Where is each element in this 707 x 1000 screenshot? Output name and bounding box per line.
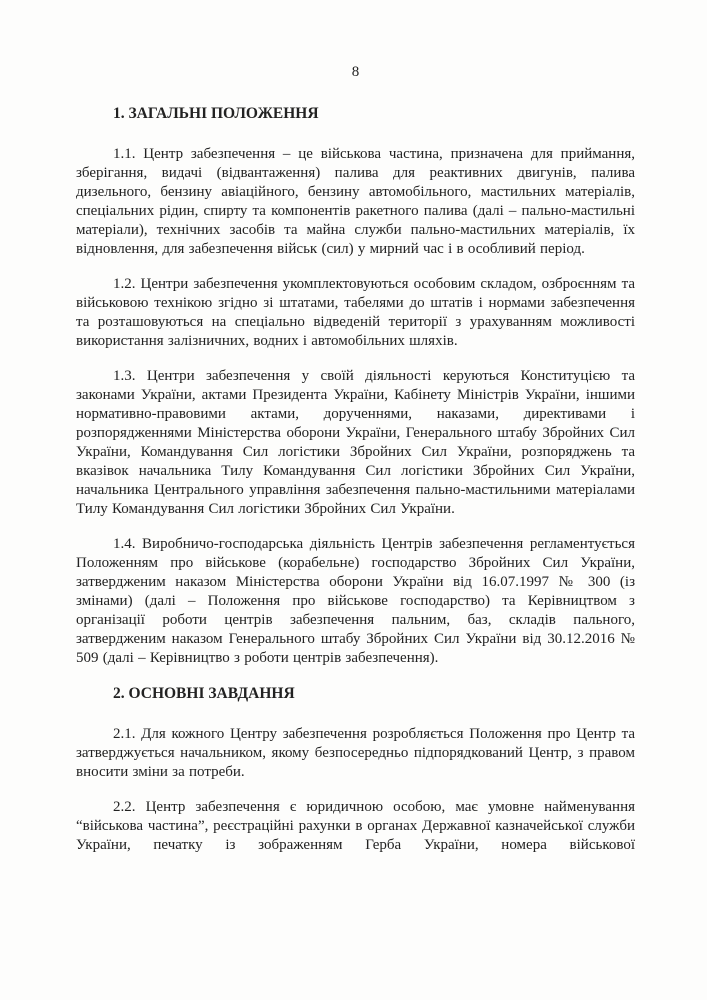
section-main-tasks — [76, 684, 635, 855]
section-heading-general-provisions: 1. ЗАГАЛЬНІ ПОЛОЖЕННЯ — [113, 105, 319, 122]
section-heading-main-tasks: 2. ОСНОВНІ ЗАВДАННЯ — [113, 685, 295, 702]
page-number: 8 — [351, 64, 360, 80]
paragraph-1-1: 1.1. Центр забезпечення – це військова частина, призначена для приймання, зберігання, видачі (відвантаження) палива для реактивних двигунів, палива дизельного, бензину авіаційного, бензину автомобільного, мастильних матеріалів, спеціальних рідин, спирту та компонентів ракетного палива (далі – пально-мастильні матеріали), технічних засобів та майна служби пально-мастильних матеріалів, їх відновлення, для забезпечення військ (сил) у мирний час і в особливий період. — [76, 146, 635, 257]
paragraph-1-2: 1.2. Центри забезпечення укомплектовуються особовим складом, озброєнням та військовою технікою згідно зі штатами, табелями до штатів і нормами забезпечення та розташовуються на спеціально відведеній території з урахуванням можливості використання залізничних, водних і автомобільних шляхів. — [76, 276, 635, 349]
paragraph-1-4: 1.4. Виробничо-господарська діяльність Центрів забезпечення регламентується Положенням про військове (корабельне) господарство Збройних Сил України, затвердженим наказом Міністерства оборони України від 16.07.1997 № 300 (із змінами) (далі – Положення про військове господарство) та Керівництвом з організації роботи центрів забезпечення пальним, баз, складів пального, затвердженим наказом Генерального штабу Збройних Сил України від 30.12.2016 № 509 (далі – Керівництво з роботи центрів забезпечення). — [76, 536, 635, 666]
paragraph-1-3: 1.3. Центри забезпечення у своїй діяльності керуються Конституцією та законами України, актами Президента України, Кабінету Міністрів України, іншими нормативно-правовими актами, дорученнями, наказами, директивами і розпорядженнями Міністерства оборони України, Генерального штабу Збройних Сил України, Командування Сил логістики Збройних Сил України, розпоряджень та вказівок начальника Тилу Командування Сил логістики Збройних Сил України, начальника Центрального управління забезпечення пально-мастильними матеріалами Тилу Командування Сил логістики Збройних Сил України. — [76, 368, 635, 517]
paragraph-2-2: 2.2. Центр забезпечення є юридичною особою, має умовне найменування “військова частина”, реєстраційні рахунки в органах Державної казначейської служби України, печатку із зображенням Герба України, номера військової — [76, 799, 635, 853]
section-general-provisions — [76, 104, 635, 668]
paragraph-2-1: 2.1. Для кожного Центру забезпечення розробляється Положення про Центр та затверджується начальником, якому безпосередньо підпорядкований Центр, з правом вносити зміни за потреби. — [76, 726, 635, 780]
